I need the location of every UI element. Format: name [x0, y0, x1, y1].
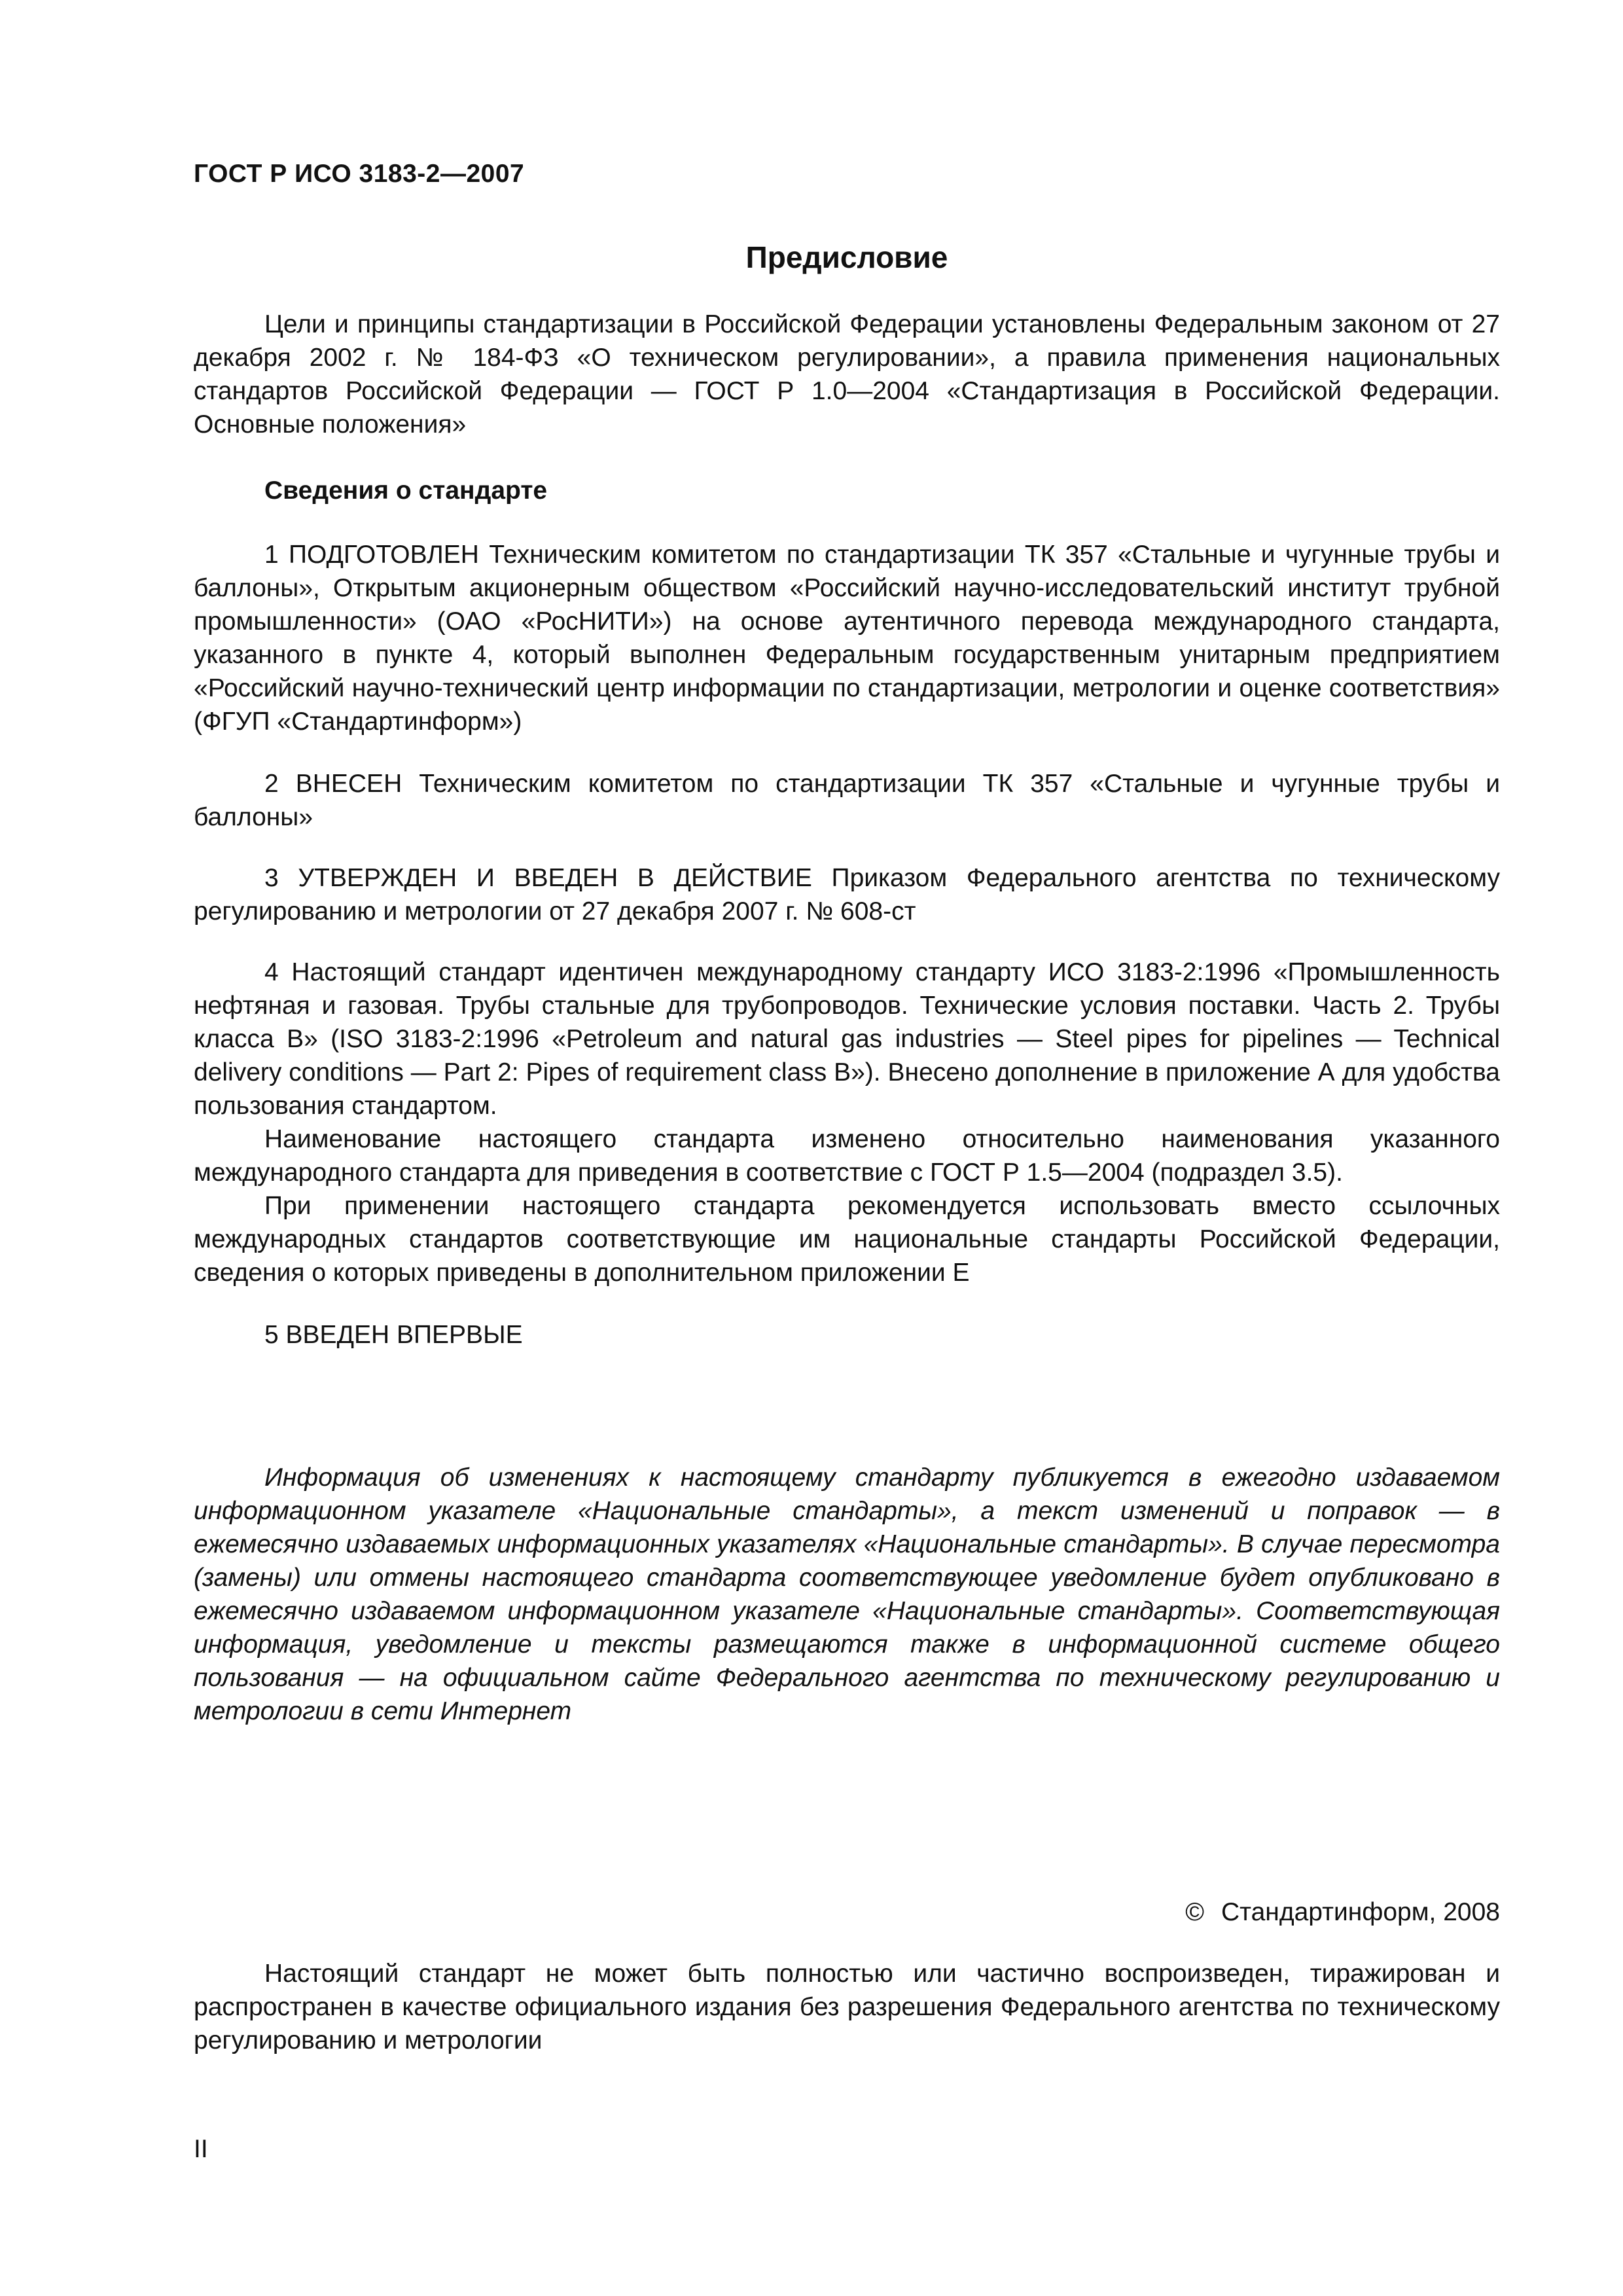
item-2-text: 2 ВНЕСЕН Техническим комитетом по стандартизации ТК 357 «Стальные и чугунные трубы и баллоны» — [194, 770, 1500, 831]
copyright-line — [1185, 1898, 1500, 1927]
item-5 — [194, 1318, 1500, 1352]
intro-text: Цели и принципы стандартизации в Российской Федерации установлены Федеральным законом от 27 декабря 2002 г. № 184-ФЗ «О техническом регулировании», а правила применения национальных стандартов Российской Федерации — ГОСТ Р 1.0—2004 «Стандартизация в Российской Федерации. Основные положения» — [194, 310, 1500, 439]
item-4 — [194, 956, 1500, 1289]
copyright-text: Стандартинформ, 2008 — [1221, 1898, 1500, 1926]
item-1-text: 1 ПОДГОТОВЛЕН Техническим комитетом по стандартизации ТК 357 «Стальные и чугунные трубы и баллоны», Открытым акционерным обществом «Российский научно-исследовательский институт трубной промышленности» (ОАО «РосНИТИ») на основе аутентичного перевода международного стандарта, указанного в пункте 4, который выполнен Федеральным государственным унитарным предприятием «Российский научно-технический центр информации по стандартизации, метрологии и оценке соответствия» (ФГУП «Стандартинформ») — [194, 541, 1500, 736]
item-2 — [194, 767, 1500, 834]
copyright-symbol: © — [1185, 1898, 1204, 1926]
item-3-text: 3 УТВЕРЖДЕН И ВВЕДЕН В ДЕЙСТВИЕ Приказом Федерального агентства по техническому регулированию и метрологии от 27 декабря 2007 г. № 608-ст — [194, 864, 1500, 925]
page-number: II — [194, 2135, 208, 2163]
item-4-paragraph-3: При применении настоящего стандарта рекомендуется использовать вместо ссылочных международных стандартов соответствующие им национальные стандарты Российской Федерации, сведения о которых приведены в дополнительном приложении Е — [194, 1192, 1500, 1287]
item-4-paragraph-2: Наименование настоящего стандарта изменено относительно наименования указанного международного стандарта для приведения в соответствие с ГОСТ Р 1.5—2004 (подраздел 3.5). — [194, 1125, 1500, 1187]
reproduction-notice — [194, 1957, 1500, 2057]
item-1 — [194, 538, 1500, 738]
change-notice-text: Информация об изменениях к настоящему стандарту публикуется в ежегодно издаваемом информационном указателе «Национальные стандарты», а текст изменений и поправок — в ежемесячно издаваемых информационных указателях «Национальные стандарты». В случае пересмотра (замены) или отмены настоящего стандарта соответствующее уведомление будет опубликовано в ежемесячно издаваемом информационном указателе «Национальные стандарты». Соответствующая информация, уведомление и тексты размещаются также в информационной системе общего пользования — на официальном сайте Федерального агентства по техническому регулированию и метрологии в сети Интернет — [194, 1463, 1500, 1725]
reproduction-notice-text: Настоящий стандарт не может быть полностью или частично воспроизведен, тиражирован и распространен в качестве официального издания без разрешения Федерального агентства по техническому регулированию и метрологии — [194, 1960, 1500, 2054]
item-4-paragraph-1: 4 Настоящий стандарт идентичен международному стандарту ИСО 3183-2:1996 «Промышленность нефтяная и газовая. Трубы стальные для трубопроводов. Технические условия поставки. Часть 2. Трубы класса В» (ISO 3183-2:1996 «Petroleum and natural gas industries — Steel pipes for pipelines — Technical delivery conditions — Part 2: Pipes of requirement class B»). Внесено дополнение в приложение А для удобства пользования стандартом. — [194, 958, 1500, 1120]
page-title: Предисловие — [745, 240, 948, 274]
item-3 — [194, 861, 1500, 928]
change-notice — [194, 1461, 1500, 1728]
standard-info-heading: Сведения о стандарте — [264, 476, 548, 505]
document-header: ГОСТ Р ИСО 3183-2—2007 — [194, 160, 525, 188]
intro-paragraph — [194, 308, 1500, 441]
item-5-text: 5 ВВЕДЕН ВПЕРВЫЕ — [264, 1321, 523, 1349]
